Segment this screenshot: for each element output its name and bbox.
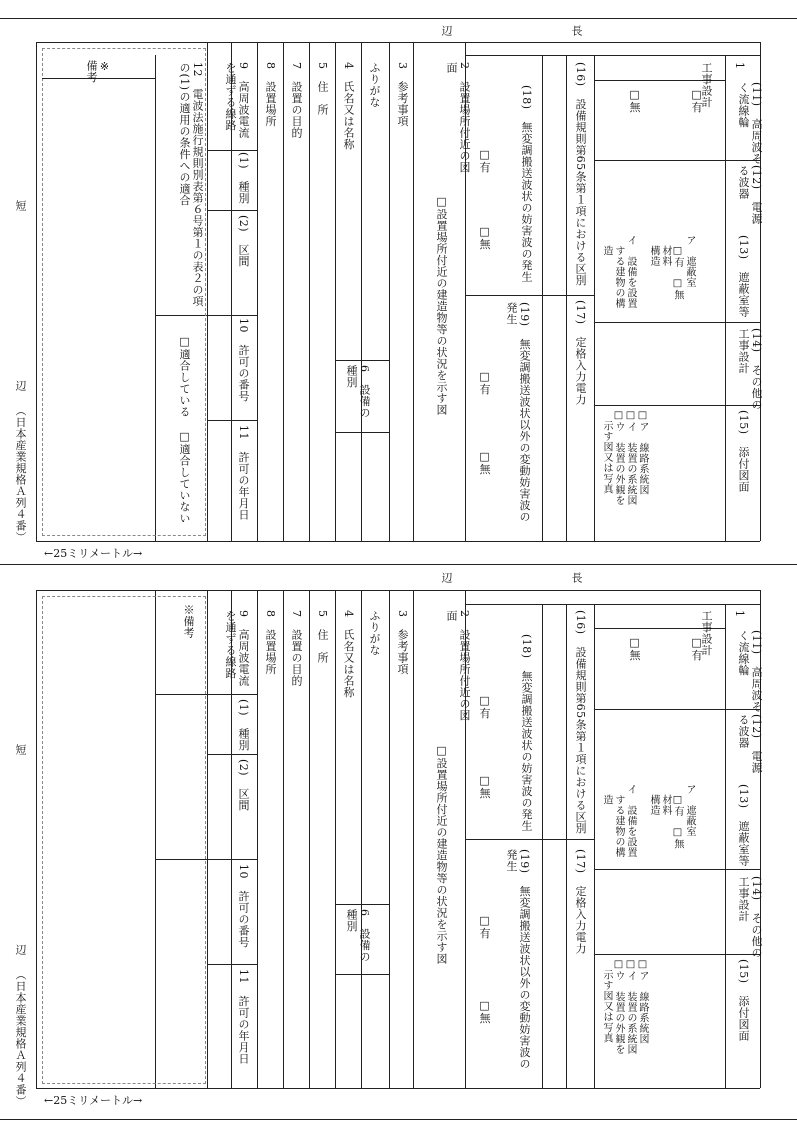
item11-label: 11 許可の年月日 [237, 425, 250, 521]
item6-label: 6 設備の 種別 [345, 365, 371, 419]
dim-short-1: 短 [14, 200, 27, 212]
dim-side-top: 辺 [440, 25, 453, 37]
col18-label: (18) 無変調搬送波状の妨害波の発生 [520, 85, 533, 283]
item1-number: 1 [733, 62, 746, 70]
b-c11-yes[interactable]: □有 [690, 636, 703, 661]
top-form-sheet [0, 0, 797, 564]
c19-no[interactable]: □無 [478, 450, 491, 475]
item4-label: 4 氏名又は名称 [342, 62, 355, 150]
c11-no[interactable]: □無 [628, 88, 641, 113]
b-item4-label: 4 氏名又は名称 [342, 610, 355, 698]
dim-side-bottom: 辺 [440, 572, 453, 584]
b-c19-no[interactable]: □無 [478, 999, 491, 1024]
sheet-divider [0, 564, 797, 565]
c19-yes[interactable]: □有 [478, 370, 491, 395]
frame-top [36, 42, 760, 43]
col15-label: (15) 添付図面 [737, 410, 750, 493]
margin-note: ←25ミリメートル→ [44, 547, 143, 560]
b-col17-label: (17) 定格入力電力 [574, 849, 587, 955]
b-item10-label: 10 許可の番号 [237, 864, 250, 948]
b-c11-no[interactable]: □無 [628, 636, 641, 661]
col19-label: (19) 無変調搬送波状以外の変動妨害波の 発生 [505, 302, 531, 523]
col12-label: (12) 電源 る波器 [737, 165, 763, 225]
c11-yes[interactable]: □有 [690, 88, 703, 113]
b-col18-label: (18) 無変調搬送波状の妨害波の発生 [520, 634, 533, 832]
col14-label: (14) その他の 工事設計 [737, 328, 763, 411]
item5-label: 5 住 所 [316, 62, 329, 116]
dim-short-b2: 辺 [14, 944, 27, 956]
b-c19-yes[interactable]: □有 [478, 914, 491, 939]
item9-label: 9 高周波電流 を通ずる線路 [224, 62, 250, 139]
b-item2-check[interactable]: □設置場所付近の建造物等の状況を示す図 [435, 744, 448, 965]
b-col13-label: (13) 遮蔽室等 [737, 784, 750, 867]
b-col15-label: (15) 添付図面 [737, 959, 750, 1042]
item12-ok[interactable]: □適合している [178, 335, 191, 418]
dim-long-top: 長 [570, 25, 583, 37]
item2-label: 2 設置場所付近の図 面 [445, 62, 471, 173]
b-item9-2-label: (2) 区間 [237, 759, 250, 811]
top-rule [0, 18, 797, 19]
remarks-label: ※ 備考 [85, 60, 111, 83]
b-c18-no[interactable]: □無 [478, 774, 491, 799]
b-item9-label: 9 高周波電流 を通ずる線路 [224, 610, 250, 687]
b-col16-label: (16) 設備規則第65条第１項における区別 [574, 610, 587, 834]
b-item5-label: 5 住 所 [316, 610, 329, 664]
b-item11-label: 11 許可の年月日 [237, 969, 250, 1065]
b-remarks-box [42, 596, 206, 1084]
b-c15-options: □ア 線路系統図 □イ 装置の系統図 □ウ 装置の外観を 示す図又は写真 [601, 959, 648, 1055]
b-c13-a: ア 遮蔽室 □有 □無 材料 構造 [648, 784, 695, 849]
bottom-rule [0, 1119, 797, 1120]
b-c13-i: イ 設備を設置 する建物の構 造 [601, 784, 636, 858]
margin-note-b: ←25ミリメートル→ [44, 1094, 143, 1107]
c18-no[interactable]: □無 [478, 225, 491, 250]
col17-label: (17) 定格入力電力 [574, 300, 587, 406]
b-col19-label: (19) 無変調搬送波状以外の変動妨害波の 発生 [505, 849, 531, 1070]
b-item1-label: 工事設計 [700, 610, 713, 656]
item8-label: 8 設置場所 [264, 62, 277, 127]
b-col14-label: (14) その他の 工事設計 [737, 876, 763, 959]
b-remarks-label: ※備考 [182, 604, 195, 639]
col16-label: (16) 設備規則第65条第１項における区別 [574, 62, 587, 286]
dim-long-bottom: 長 [570, 572, 583, 584]
item3-label: 3 参考事項 [396, 62, 409, 127]
col13-label: (13) 遮蔽室等 [737, 235, 750, 318]
b-item9-1-label: (1) 種別 [237, 699, 250, 751]
dim-short-2: 辺 [14, 380, 27, 392]
b-furigana-label: ふりがな [368, 610, 381, 656]
b-item7-label: 7 設置の目的 [290, 610, 303, 687]
b-item8-label: 8 設置場所 [264, 610, 277, 675]
b-item3-label: 3 参考事項 [396, 610, 409, 675]
c13-a: ア 遮蔽室 □有 □無 材料 構造 [648, 235, 695, 300]
item2-check[interactable]: □設置場所付近の建造物等の状況を示す図 [435, 195, 448, 416]
item9-2-label: (2) 区間 [237, 215, 250, 267]
item7-label: 7 設置の目的 [290, 62, 303, 139]
furigana-label: ふりがな [368, 62, 381, 108]
c18-yes[interactable]: □有 [478, 148, 491, 173]
item1-label: 工事設計 [700, 62, 713, 108]
dim-short-b1: 短 [14, 744, 27, 756]
b-item2-label: 2 設置場所付近の図 面 [445, 610, 471, 721]
b-col11-label: (11) 高周波そ く流線輪 [737, 630, 763, 713]
jis-note-b: （日本産業規格Ａ列４番） [14, 969, 27, 1107]
item12-label: 12 電波法施行規則別表第６号第１の表２の項 の(1)の適用の条件への適合 [178, 62, 204, 307]
frame-bottom [36, 541, 760, 542]
col11-label: (11) 高周波そ く流線輪 [737, 82, 763, 165]
jis-note: （日本産業規格Ａ列４番） [14, 405, 27, 543]
item10-label: 10 許可の番号 [237, 318, 250, 402]
item9-1-label: (1) 種別 [237, 152, 250, 204]
bottom-form-sheet [0, 564, 797, 1129]
frame-left [36, 42, 37, 541]
b-item1-number: 1 [733, 610, 746, 618]
item12-ng[interactable]: □適合していない [178, 430, 191, 524]
b-col12-label: (12) 電源 る波器 [737, 714, 763, 774]
b-item6-label: 6 設備の 種別 [345, 909, 371, 963]
remarks-box [42, 48, 206, 536]
b-c18-yes[interactable]: □有 [478, 694, 491, 719]
c15-options: □ア 線路系統図 □イ 装置の系統図 □ウ 装置の外観を 示す図又は写真 [601, 410, 648, 506]
c13-i: イ 設備を設置 する建物の構 造 [601, 235, 636, 309]
